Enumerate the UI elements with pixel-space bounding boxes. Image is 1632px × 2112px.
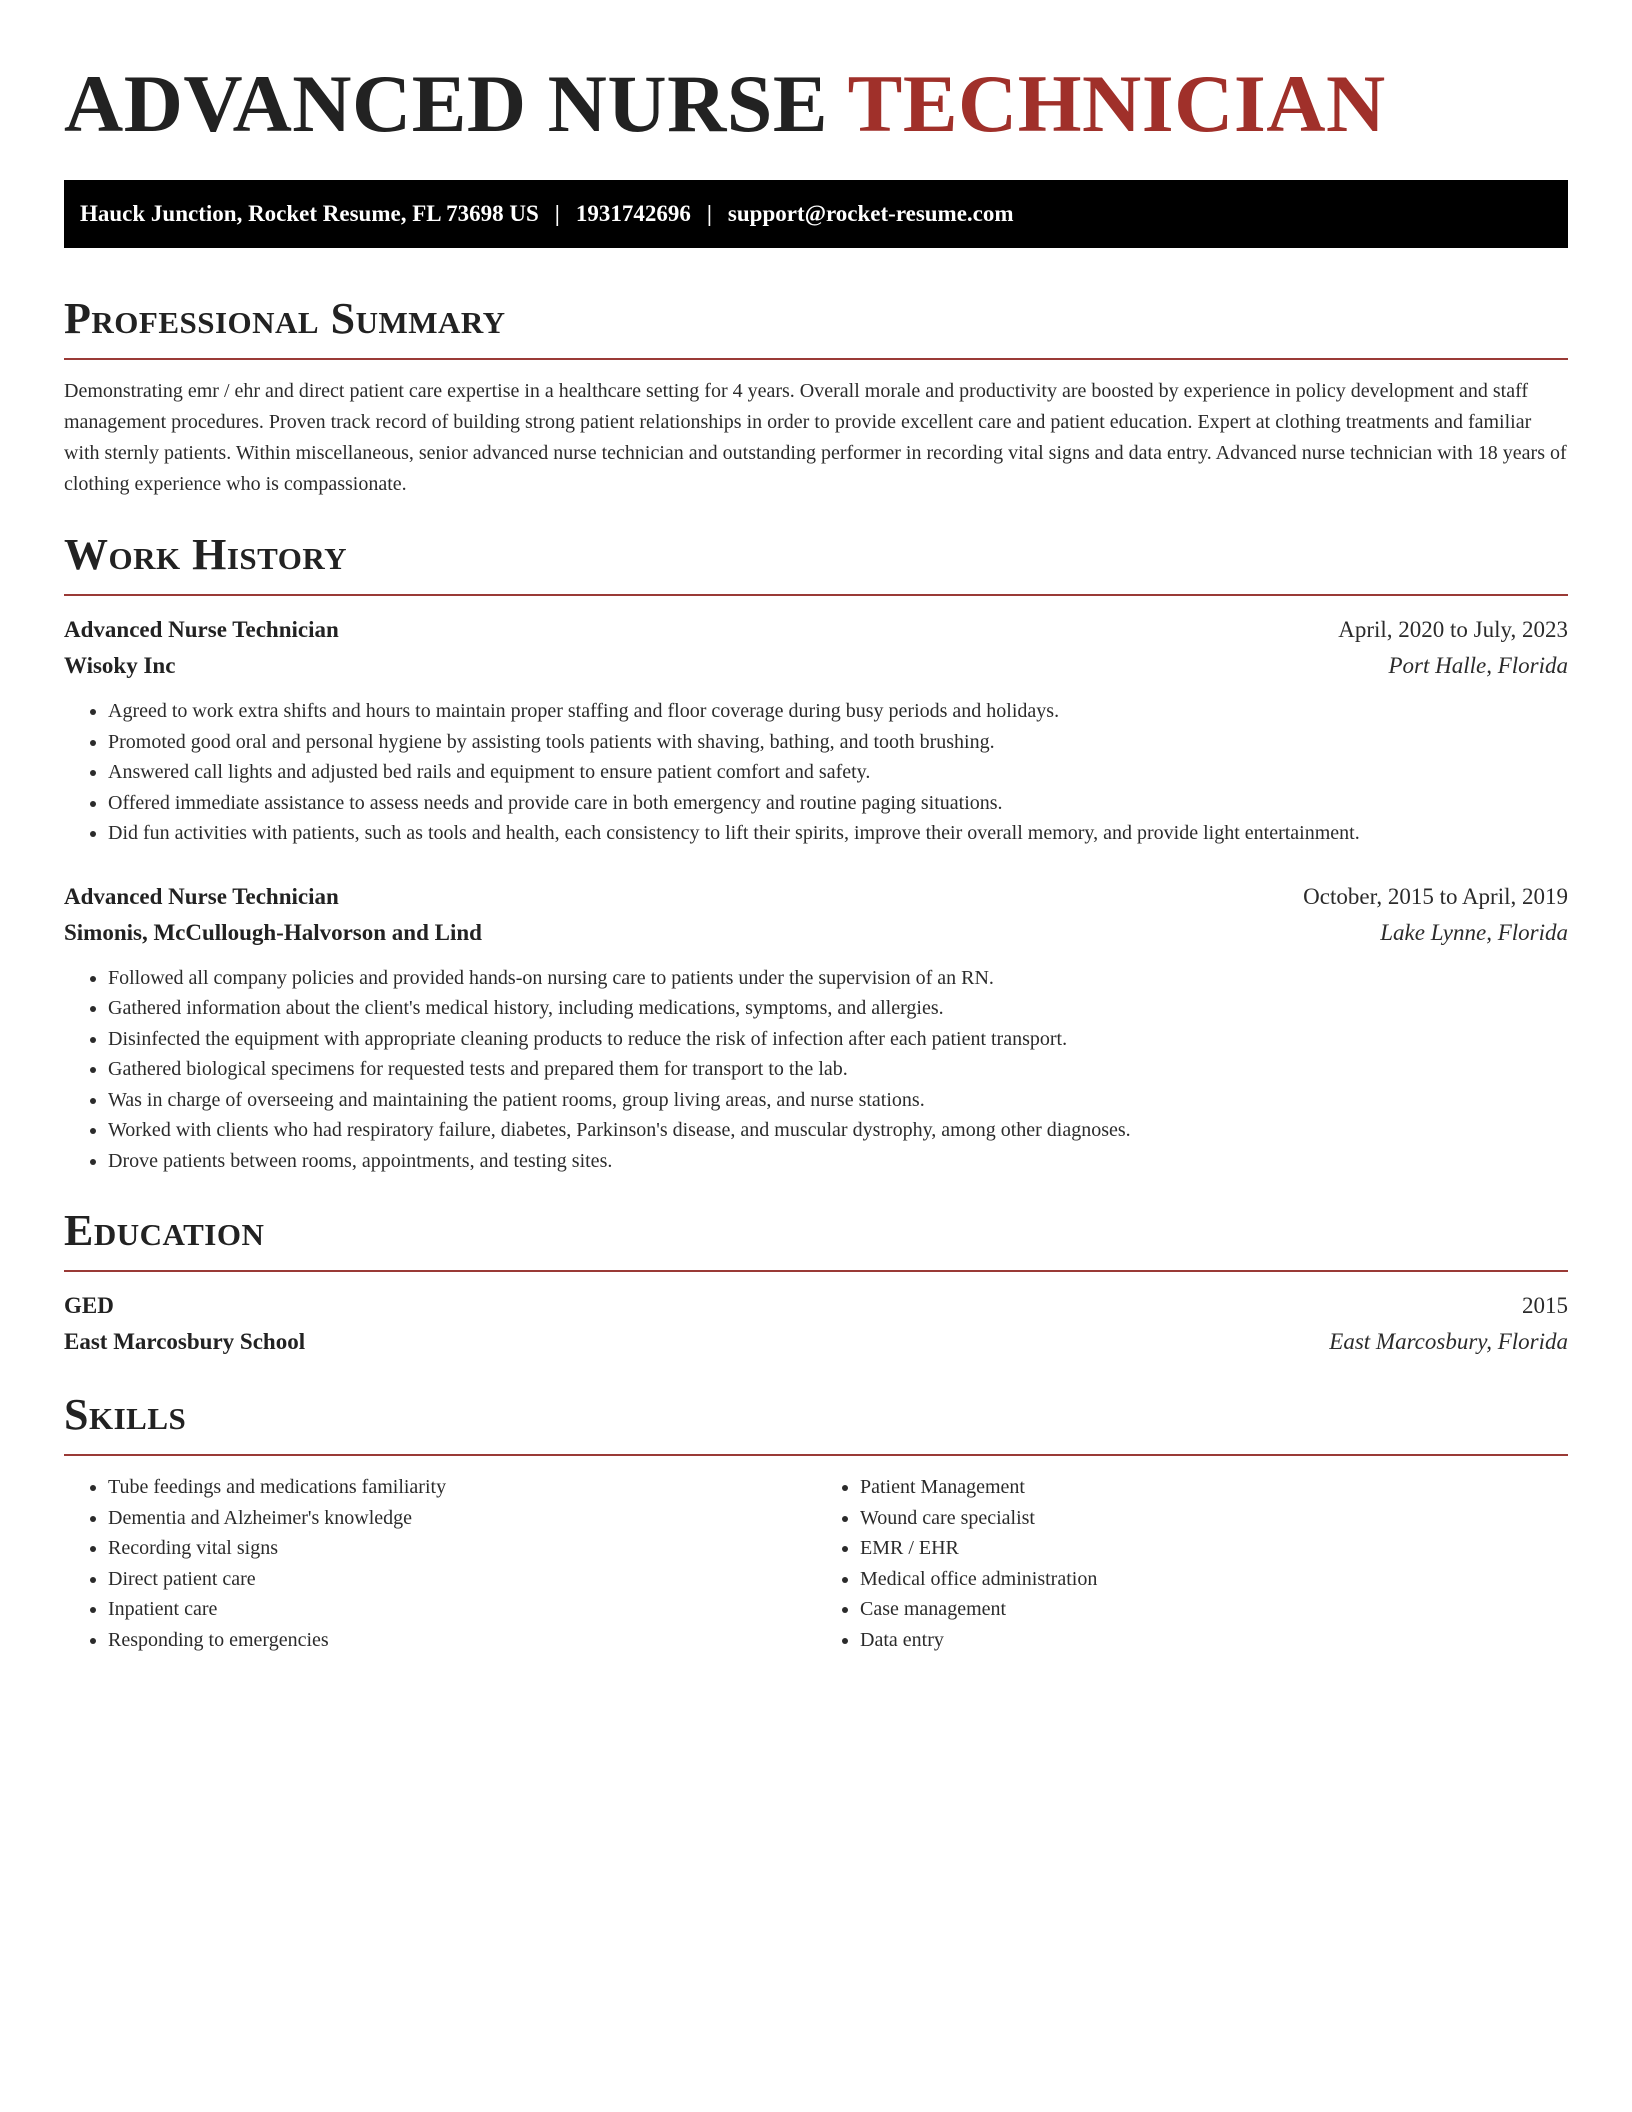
contact-separator: | xyxy=(706,201,712,226)
work-history-section xyxy=(64,530,1568,1176)
contact-phone: 1931742696 xyxy=(575,201,691,226)
skill-item: • Dementia and Alzheimer's knowledge xyxy=(108,1503,816,1534)
job-duty: • Followed all company policies and provided hands-on nursing care to patients under the supervision of an RN. xyxy=(108,963,1568,994)
job-location: Lake Lynne, Florida xyxy=(1380,919,1568,945)
job-duty: • Did fun activities with patients, such as tools and health, each consistency to lift their spirits, improve their overall memory, and provide light entertainment. xyxy=(108,818,1568,849)
skill-item: • Responding to emergencies xyxy=(108,1625,816,1656)
section-title-education: Education xyxy=(64,1206,265,1255)
job-duty: • Gathered biological specimens for requested tests and prepared them for transport to the lab. xyxy=(108,1054,1568,1085)
contact-separator: | xyxy=(554,201,560,226)
contact-email: support@rocket-resume.com xyxy=(727,201,1014,226)
education-degree: GED xyxy=(64,1293,114,1318)
job-location: Port Halle, Florida xyxy=(1388,653,1568,678)
job-duty: • Disinfected the equipment with appropriate cleaning products to reduce the risk of infection after each patient transport. xyxy=(108,1024,1568,1055)
job-duty: • Agreed to work extra shifts and hours to maintain proper staffing and floor coverage during busy periods and holidays. xyxy=(108,696,1568,727)
section-divider xyxy=(64,1270,1568,1272)
summary-text: Demonstrating emr / ehr and direct patient care expertise in a healthcare setting for 4 years. Overall morale and productivity are boosted by experience in policy development and staff management procedures. Proven track record of building strong patient relationships in order to provide excellent care and patient education. Expert at clothing treatments and familiar with sternly patients. Within miscellaneous, senior advanced nurse technician and outstanding performer in recording vital signs and data entry. Advanced nurse technician with 18 years of clothing experience who is compassionate. xyxy=(64,380,1567,495)
job-duties-list xyxy=(64,963,1568,1177)
education-school: East Marcosbury School xyxy=(64,1329,306,1354)
job-header-row xyxy=(64,612,1568,648)
job-duty: • Was in charge of overseeing and maintaining the patient rooms, group living areas, and nurse stations. xyxy=(108,1085,1568,1116)
section-divider xyxy=(64,1454,1568,1456)
section-title-work-history: Work History xyxy=(64,530,348,579)
job-duty: • Gathered information about the client's medical history, including medications, symptoms, and allergies. xyxy=(108,993,1568,1024)
section-title-summary: Professional Summary xyxy=(64,294,506,343)
job-duty: • Answered call lights and adjusted bed rails and equipment to ensure patient comfort and safety. xyxy=(108,757,1568,788)
summary-section xyxy=(64,294,1568,500)
job-company-row xyxy=(64,648,1568,684)
job-header-row xyxy=(64,879,1568,915)
section-divider xyxy=(64,358,1568,360)
education-location: East Marcosbury, Florida xyxy=(1329,1329,1568,1354)
skills-list-right xyxy=(816,1472,1568,1655)
education-school-row xyxy=(64,1324,1568,1360)
job-duty: • Worked with clients who had respiratory failure, diabetes, Parkinson's disease, and muscular dystrophy, among other diagnoses. xyxy=(108,1115,1568,1146)
skills-section xyxy=(64,1390,1568,1655)
resume-name xyxy=(64,58,1568,150)
skills-columns xyxy=(64,1472,1568,1655)
job-entry xyxy=(64,612,1568,849)
skill-item: • Case management xyxy=(860,1594,1568,1625)
education-year: 2015 xyxy=(1522,1293,1568,1318)
skill-item: • Medical office administration xyxy=(860,1564,1568,1595)
education-degree-row xyxy=(64,1288,1568,1324)
section-title-skills: Skills xyxy=(64,1390,187,1439)
job-position: Advanced Nurse Technician xyxy=(64,883,339,909)
job-company-row xyxy=(64,915,1568,951)
contact-bar xyxy=(64,180,1568,248)
contact-address: Hauck Junction, Rocket Resume, FL 73698 US xyxy=(80,201,539,226)
skill-item: • EMR / EHR xyxy=(860,1533,1568,1564)
job-duty: • Promoted good oral and personal hygiene by assisting tools patients with shaving, bathing, and tooth brushing. xyxy=(108,727,1568,758)
skill-item: • Data entry xyxy=(860,1625,1568,1656)
name-part-2: TECHNICIAN xyxy=(847,58,1386,149)
section-divider xyxy=(64,594,1568,596)
job-duty: • Offered immediate assistance to assess needs and provide care in both emergency and routine paging situations. xyxy=(108,788,1568,819)
skills-list-left xyxy=(64,1472,816,1655)
job-dates: October, 2015 to April, 2019 xyxy=(1303,883,1568,909)
job-entry xyxy=(64,879,1568,1177)
job-company: Wisoky Inc xyxy=(64,653,176,678)
job-company: Simonis, McCullough-Halvorson and Lind xyxy=(64,919,482,945)
skill-item: • Recording vital signs xyxy=(108,1533,816,1564)
skill-item: • Patient Management xyxy=(860,1472,1568,1503)
job-duties-list xyxy=(64,696,1568,849)
skill-item: • Tube feedings and medications familiarity xyxy=(108,1472,816,1503)
skill-item: • Wound care specialist xyxy=(860,1503,1568,1534)
job-dates: April, 2020 to July, 2023 xyxy=(1338,617,1568,642)
job-duty: • Drove patients between rooms, appointments, and testing sites. xyxy=(108,1146,1568,1177)
skill-item: • Inpatient care xyxy=(108,1594,816,1625)
education-section xyxy=(64,1206,1568,1360)
job-position: Advanced Nurse Technician xyxy=(64,617,339,642)
name-part-1: ADVANCED NURSE xyxy=(64,58,848,149)
skill-item: • Direct patient care xyxy=(108,1564,816,1595)
